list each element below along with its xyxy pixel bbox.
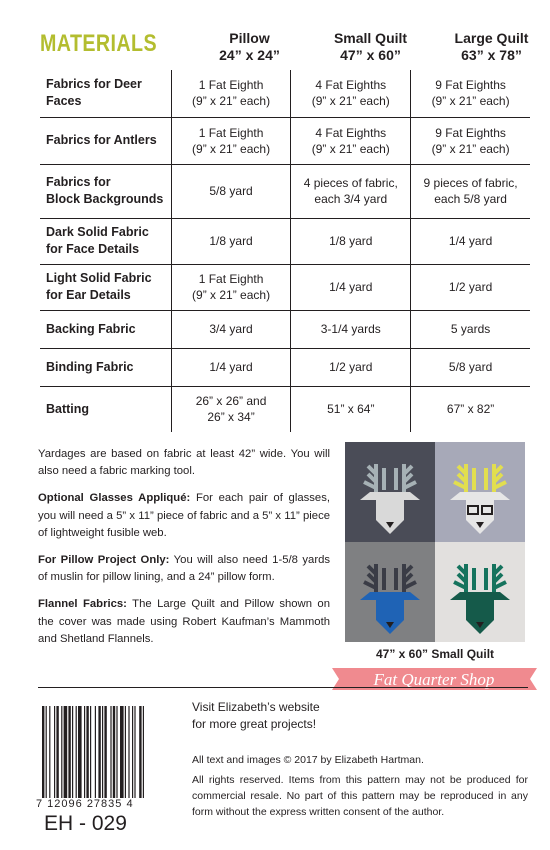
barcode-digits: 7 12096 27835 4 <box>36 798 134 810</box>
cell-line: 26” x 34” <box>207 410 255 425</box>
cell-line: 4 Fat Eighths <box>315 125 387 140</box>
row-label-line: Dark Solid Fabric <box>46 225 149 239</box>
cell-line: 1/8 yard <box>329 234 373 248</box>
cell-line: 9 Fat Eighths <box>435 125 506 140</box>
barcode-bar <box>134 706 135 798</box>
column-header-large-quilt <box>431 30 550 64</box>
barcode-image <box>38 700 188 810</box>
barcode-bar <box>64 706 68 798</box>
table-row <box>40 310 530 348</box>
barcode-bar <box>132 706 133 798</box>
divider <box>38 687 528 688</box>
website-line: Visit Elizabeth’s website <box>192 700 320 714</box>
barcode-bar <box>56 706 58 798</box>
table-cell <box>171 348 291 386</box>
column-name: Pillow <box>229 30 270 46</box>
row-label <box>40 117 171 164</box>
table-cell <box>411 310 530 348</box>
column-size: 24” x 24” <box>219 47 280 63</box>
cell-line: 67” x 82” <box>446 402 495 417</box>
row-label <box>40 310 171 348</box>
flannel-note <box>38 596 330 648</box>
cell-line: 1/2 yard <box>329 360 373 374</box>
row-label-line: for Ear Details <box>46 288 131 302</box>
table-cell <box>171 117 291 164</box>
barcode-bar <box>113 706 115 798</box>
row-label-line: Light Solid Fabric <box>46 271 152 285</box>
barcode-bar <box>90 706 91 798</box>
barcode-bar <box>110 706 111 798</box>
pillow-note <box>38 552 330 586</box>
table-cell <box>291 218 411 264</box>
cell-line: 1/8 yard <box>209 234 253 248</box>
table-cell <box>171 164 291 218</box>
cell-line: (9” x 21” each) <box>192 141 271 156</box>
row-label <box>40 70 171 117</box>
cell-line: 5/8 yard <box>209 184 253 198</box>
cell-line: 1/4 yard <box>209 360 253 374</box>
cell-line: 5 yards <box>450 322 491 336</box>
table-cell <box>291 70 411 117</box>
note-heading: Optional Glasses Appliqué: <box>38 492 191 505</box>
cell-line: 3/4 yard <box>209 322 253 336</box>
row-label <box>40 264 171 310</box>
cell-line: 1 Fat Eighth <box>198 272 264 286</box>
cell-line: 1/2 yard <box>448 280 493 294</box>
website-line: for more great projects! <box>192 717 317 731</box>
website-note <box>192 699 320 733</box>
cell-line: (9” x 21” each) <box>192 94 271 109</box>
note-heading: Flannel Fabrics: <box>38 598 127 611</box>
barcode-bar <box>95 706 96 798</box>
row-label-line: Batting <box>46 401 90 416</box>
table-cell <box>411 264 530 310</box>
table-cell <box>411 117 530 164</box>
column-name: Large Quilt <box>454 30 529 46</box>
materials-table <box>40 70 530 432</box>
barcode-bar <box>42 706 44 798</box>
barcode-bar <box>139 706 141 798</box>
glasses-note <box>38 490 330 542</box>
table-cell <box>171 310 291 348</box>
copyright-section <box>192 752 528 824</box>
table-cell <box>171 386 291 432</box>
rights-text: All rights reserved. Items from this pattern may not be produced for commercial resale. No part of this pattern may be reproduced in any form without the express written consent of the author. <box>192 774 528 818</box>
row-label <box>40 218 171 264</box>
barcode-bar <box>128 706 129 798</box>
fat-quarter-shop-logo <box>332 664 537 694</box>
barcode-bar <box>143 706 144 798</box>
column-size: 47” x 60” <box>340 47 401 63</box>
table-cell <box>411 348 530 386</box>
barcode-bar <box>104 706 106 798</box>
row-label-line: Fabrics for Antlers <box>46 133 157 147</box>
column-header-small-quilt <box>310 30 431 64</box>
cell-line: (9” x 21” each) <box>192 288 271 302</box>
row-label <box>40 386 171 432</box>
table-row <box>40 264 530 310</box>
row-label-line: Backing Fabric <box>46 321 136 336</box>
row-label-line: Block Backgrounds <box>46 192 164 206</box>
row-label-line: Fabrics for Deer Faces <box>46 77 142 109</box>
barcode-bar <box>86 706 88 798</box>
note-text: You will also need 1-5/8 yards of muslin for pillow lining, and a 24” pillow form. <box>38 554 331 584</box>
table-cell <box>411 164 530 218</box>
row-label-line: for Face Details <box>46 242 140 256</box>
barcode-bar <box>98 706 100 798</box>
cell-line: (9” x 21” each) <box>311 141 390 156</box>
table-cell <box>291 348 411 386</box>
shop-logo-text: Fat Quarter Shop <box>373 670 495 689</box>
column-name: Small Quilt <box>333 30 408 46</box>
note-heading: For Pillow Project Only: <box>38 554 170 567</box>
cell-line: 1/4 yard <box>329 280 373 294</box>
table-row <box>40 70 530 117</box>
table-cell <box>291 117 411 164</box>
copyright-line: All text and images © 2017 by Elizabeth Hartman. <box>192 754 424 766</box>
cell-line: 26” x 26” and <box>195 394 267 409</box>
quilt-caption: 47” x 60” Small Quilt <box>375 647 495 661</box>
table-cell <box>171 218 291 264</box>
cell-line: 4 Fat Eighths <box>315 78 387 93</box>
row-label <box>40 348 171 386</box>
barcode-bar <box>61 706 62 798</box>
barcode-bar <box>54 706 55 798</box>
yardage-note: Yardages are based on fabric at least 42” wide. You will also need a fabric marking tool. <box>38 448 330 478</box>
small-quilt-photo <box>345 442 525 642</box>
table-cell <box>291 310 411 348</box>
row-label-line: Binding Fabric <box>46 359 134 374</box>
cell-line: (9” x 21” each) <box>431 94 510 109</box>
table-cell <box>411 218 530 264</box>
cell-line: 51” x 64” <box>327 402 375 417</box>
table-row <box>40 117 530 164</box>
cell-line: 9 pieces of fabric, <box>423 176 518 190</box>
table-row <box>40 348 530 386</box>
barcode-bar <box>125 706 126 798</box>
barcode-bar <box>120 706 124 798</box>
barcode-bar <box>78 706 82 798</box>
barcode-bar <box>46 706 47 798</box>
note-text: For each pair of glasses, you will need a 5” x 11” piece of fabric and a 5” x 11” piece of lightweight fusible web. <box>38 492 331 539</box>
table-cell <box>411 70 530 117</box>
table-cell <box>291 386 411 432</box>
column-size: 63” x 78” <box>461 47 522 63</box>
cell-line: (9” x 21” each) <box>431 141 510 156</box>
row-label-line: Fabrics for <box>46 175 111 189</box>
cell-line: 4 pieces of fabric, <box>303 176 398 190</box>
table-row <box>40 218 530 264</box>
barcode-bar <box>68 706 70 798</box>
materials-title: MATERIALS <box>40 30 158 57</box>
notes-section <box>38 446 330 658</box>
table-row <box>40 164 530 218</box>
barcode-bar <box>76 706 77 798</box>
table-cell <box>291 264 411 310</box>
table-cell <box>171 264 291 310</box>
barcode-bar <box>84 706 85 798</box>
cell-line: (9” x 21” each) <box>311 94 390 109</box>
note-text: The Large Quilt and Pillow shown on the cover was made using Robert Kaufman’s Mammoth and Shetland Flannels. <box>38 598 330 645</box>
row-label <box>40 164 171 218</box>
pattern-code: EH - 029 <box>44 812 127 835</box>
table-cell <box>411 386 530 432</box>
barcode-bar <box>72 706 73 798</box>
cell-line: 9 Fat Eighths <box>435 78 506 93</box>
table-row <box>40 386 530 432</box>
barcode-bar <box>116 706 117 798</box>
cell-line: each 3/4 yard <box>314 192 388 206</box>
cell-line: 1 Fat Eighth <box>198 125 264 140</box>
cell-line: each 5/8 yard <box>434 192 507 206</box>
cell-line: 5/8 yard <box>448 360 493 374</box>
column-header-pillow <box>189 30 310 64</box>
barcode-bar <box>102 706 103 798</box>
cell-line: 1 Fat Eighth <box>198 78 264 93</box>
cell-line: 3-1/4 yards <box>320 322 381 336</box>
barcode-bar <box>49 706 50 798</box>
table-cell <box>291 164 411 218</box>
table-cell <box>171 70 291 117</box>
cell-line: 1/4 yard <box>448 234 493 248</box>
